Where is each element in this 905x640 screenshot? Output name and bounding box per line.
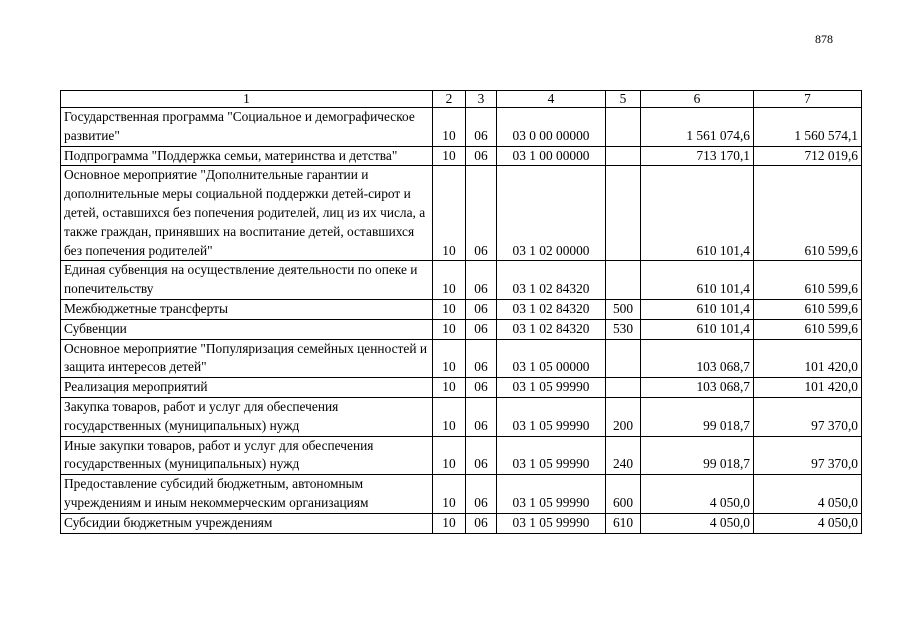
amount-year2-cell: 610 599,6 bbox=[754, 166, 862, 261]
section-code-cell: 10 bbox=[433, 436, 466, 475]
table-row bbox=[61, 166, 862, 261]
target-article-cell: 03 1 05 00000 bbox=[497, 339, 606, 378]
expense-type-cell: 500 bbox=[606, 299, 641, 319]
amount-year1-cell: 610 101,4 bbox=[641, 299, 754, 319]
header-cell-6: 6 bbox=[641, 91, 754, 108]
amount-year1-cell: 610 101,4 bbox=[641, 319, 754, 339]
table-row bbox=[61, 299, 862, 319]
row-name-cell: Субсидии бюджетным учреждениям bbox=[61, 513, 433, 533]
expense-type-cell: 200 bbox=[606, 397, 641, 436]
table-body bbox=[61, 108, 862, 534]
amount-year2-cell: 610 599,6 bbox=[754, 261, 862, 300]
row-name-cell: Единая субвенция на осуществление деятельности по опеке и попечительству bbox=[61, 261, 433, 300]
table-row bbox=[61, 261, 862, 300]
section-code-cell: 10 bbox=[433, 513, 466, 533]
subsection-code-cell: 06 bbox=[466, 166, 497, 261]
section-code-cell: 10 bbox=[433, 319, 466, 339]
row-name-cell: Государственная программа "Социальное и демографическое развитие" bbox=[61, 108, 433, 147]
amount-year2-cell: 101 420,0 bbox=[754, 378, 862, 398]
amount-year2-cell: 97 370,0 bbox=[754, 397, 862, 436]
section-code-cell: 10 bbox=[433, 166, 466, 261]
amount-year2-cell: 1 560 574,1 bbox=[754, 108, 862, 147]
amount-year1-cell: 610 101,4 bbox=[641, 261, 754, 300]
target-article-cell: 03 1 02 84320 bbox=[497, 299, 606, 319]
table-row bbox=[61, 146, 862, 166]
amount-year1-cell: 4 050,0 bbox=[641, 513, 754, 533]
target-article-cell: 03 1 02 84320 bbox=[497, 261, 606, 300]
budget-table bbox=[60, 90, 862, 534]
page-number: 878 bbox=[815, 32, 833, 46]
row-name-cell: Основное мероприятие "Дополнительные гарантии и дополнительные меры социальной поддержки детей-сирот и детей, оставшихся без попечения родителей, лиц из их числа, а также граждан, принявших на воспитание детей, оставшихся без попечения родителей" bbox=[61, 166, 433, 261]
target-article-cell: 03 1 05 99990 bbox=[497, 513, 606, 533]
row-name-cell: Подпрограмма "Поддержка семьи, материнства и детства" bbox=[61, 146, 433, 166]
expense-type-cell bbox=[606, 108, 641, 147]
amount-year1-cell: 103 068,7 bbox=[641, 339, 754, 378]
table-row bbox=[61, 378, 862, 398]
row-name-cell: Основное мероприятие "Популяризация семейных ценностей и защита интересов детей" bbox=[61, 339, 433, 378]
expense-type-cell: 610 bbox=[606, 513, 641, 533]
section-code-cell: 10 bbox=[433, 261, 466, 300]
expense-type-cell bbox=[606, 146, 641, 166]
header-cell-1: 1 bbox=[61, 91, 433, 108]
header-cell-3: 3 bbox=[466, 91, 497, 108]
section-code-cell: 10 bbox=[433, 475, 466, 514]
target-article-cell: 03 1 05 99990 bbox=[497, 397, 606, 436]
table-row bbox=[61, 319, 862, 339]
amount-year1-cell: 1 561 074,6 bbox=[641, 108, 754, 147]
header-cell-7: 7 bbox=[754, 91, 862, 108]
amount-year1-cell: 713 170,1 bbox=[641, 146, 754, 166]
row-name-cell: Иные закупки товаров, работ и услуг для обеспечения государственных (муниципальных) нужд bbox=[61, 436, 433, 475]
table-row bbox=[61, 513, 862, 533]
subsection-code-cell: 06 bbox=[466, 339, 497, 378]
table-row bbox=[61, 108, 862, 147]
table-row bbox=[61, 436, 862, 475]
row-name-cell: Субвенции bbox=[61, 319, 433, 339]
expense-type-cell bbox=[606, 378, 641, 398]
section-code-cell: 10 bbox=[433, 299, 466, 319]
amount-year2-cell: 4 050,0 bbox=[754, 513, 862, 533]
section-code-cell: 10 bbox=[433, 397, 466, 436]
expense-type-cell: 530 bbox=[606, 319, 641, 339]
section-code-cell: 10 bbox=[433, 339, 466, 378]
amount-year2-cell: 610 599,6 bbox=[754, 299, 862, 319]
subsection-code-cell: 06 bbox=[466, 319, 497, 339]
target-article-cell: 03 1 02 00000 bbox=[497, 166, 606, 261]
subsection-code-cell: 06 bbox=[466, 378, 497, 398]
subsection-code-cell: 06 bbox=[466, 513, 497, 533]
subsection-code-cell: 06 bbox=[466, 436, 497, 475]
header-cell-4: 4 bbox=[497, 91, 606, 108]
target-article-cell: 03 1 05 99990 bbox=[497, 378, 606, 398]
expense-type-cell bbox=[606, 339, 641, 378]
target-article-cell: 03 1 00 00000 bbox=[497, 146, 606, 166]
subsection-code-cell: 06 bbox=[466, 299, 497, 319]
subsection-code-cell: 06 bbox=[466, 397, 497, 436]
amount-year1-cell: 610 101,4 bbox=[641, 166, 754, 261]
amount-year1-cell: 4 050,0 bbox=[641, 475, 754, 514]
expense-type-cell bbox=[606, 261, 641, 300]
target-article-cell: 03 0 00 00000 bbox=[497, 108, 606, 147]
target-article-cell: 03 1 05 99990 bbox=[497, 436, 606, 475]
table-row bbox=[61, 397, 862, 436]
amount-year2-cell: 97 370,0 bbox=[754, 436, 862, 475]
amount-year1-cell: 99 018,7 bbox=[641, 436, 754, 475]
row-name-cell: Реализация мероприятий bbox=[61, 378, 433, 398]
expense-type-cell bbox=[606, 166, 641, 261]
header-cell-2: 2 bbox=[433, 91, 466, 108]
section-code-cell: 10 bbox=[433, 378, 466, 398]
subsection-code-cell: 06 bbox=[466, 261, 497, 300]
amount-year2-cell: 4 050,0 bbox=[754, 475, 862, 514]
amount-year2-cell: 101 420,0 bbox=[754, 339, 862, 378]
header-cell-5: 5 bbox=[606, 91, 641, 108]
amount-year1-cell: 99 018,7 bbox=[641, 397, 754, 436]
amount-year2-cell: 610 599,6 bbox=[754, 319, 862, 339]
row-name-cell: Предоставление субсидий бюджетным, автономным учреждениям и иным некоммерческим организациям bbox=[61, 475, 433, 514]
subsection-code-cell: 06 bbox=[466, 475, 497, 514]
target-article-cell: 03 1 02 84320 bbox=[497, 319, 606, 339]
target-article-cell: 03 1 05 99990 bbox=[497, 475, 606, 514]
amount-year2-cell: 712 019,6 bbox=[754, 146, 862, 166]
section-code-cell: 10 bbox=[433, 146, 466, 166]
row-name-cell: Межбюджетные трансферты bbox=[61, 299, 433, 319]
table-row bbox=[61, 475, 862, 514]
row-name-cell: Закупка товаров, работ и услуг для обеспечения государственных (муниципальных) нужд bbox=[61, 397, 433, 436]
header-row bbox=[61, 91, 862, 108]
amount-year1-cell: 103 068,7 bbox=[641, 378, 754, 398]
section-code-cell: 10 bbox=[433, 108, 466, 147]
expense-type-cell: 600 bbox=[606, 475, 641, 514]
expense-type-cell: 240 bbox=[606, 436, 641, 475]
subsection-code-cell: 06 bbox=[466, 146, 497, 166]
table-row bbox=[61, 339, 862, 378]
subsection-code-cell: 06 bbox=[466, 108, 497, 147]
